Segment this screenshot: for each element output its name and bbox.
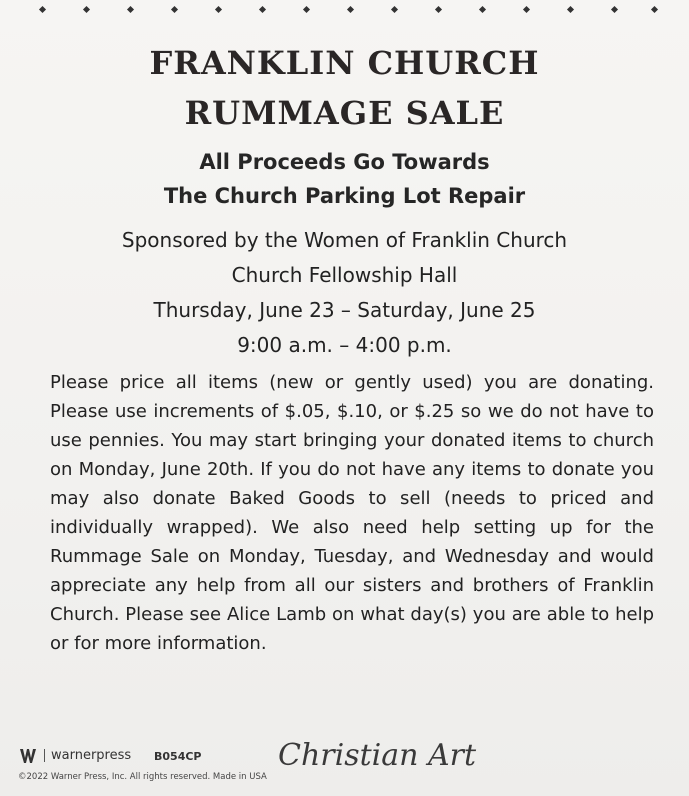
christian-art-logo: Christian Art [278, 738, 477, 773]
product-code: B054CP [154, 750, 202, 763]
diamond-dot-icon [127, 6, 134, 13]
diamond-dot-icon [259, 6, 266, 13]
subtitle-line1: All Proceeds Go Towards [199, 150, 490, 174]
sponsor-line: Sponsored by the Women of Franklin Church [121, 228, 568, 252]
copyright-notice: ©2022 Warner Press, Inc. All rights reserved. Made in USA [18, 772, 267, 782]
brand-separator [44, 749, 45, 762]
warnerpress-w-logo-icon [20, 749, 36, 763]
diamond-dot-icon [479, 6, 486, 13]
brand-name: warnerpress [51, 748, 132, 763]
instructions-paragraph: Please price all items (new or gently used) you are donating. Please use increments of $.05, $.10, or $.25 so we do not have to use pennies. You may start bringing your donated items to church on Monday, June 20th. If you do not have any items to donate you may also donate Baked Goods to sell (needs to priced and individually wrapped). We also need help setting up for the Rummage Sale on Monday, Tuesday, and Wednesday and would appreciate any help from all our sisters and brothers of Franklin Church. Please see Alice Lamb on what day(s) you are able to help or for more information. [50, 372, 654, 654]
hours-line: 9:00 a.m. – 4:00 p.m. [237, 333, 452, 357]
diamond-dot-icon [567, 6, 574, 13]
diamond-dot-icon [215, 6, 222, 13]
diamond-dot-icon [435, 6, 442, 13]
location-line: Church Fellowship Hall [231, 263, 458, 287]
diamond-dot-icon [171, 6, 178, 13]
diamond-dot-icon [347, 6, 354, 13]
diamond-dot-icon [651, 6, 658, 13]
diamond-dot-icon [303, 6, 310, 13]
diamond-dot-icon [611, 6, 618, 13]
diamond-dot-icon [83, 6, 90, 13]
diamond-dot-icon [39, 6, 46, 13]
diamond-dot-icon [391, 6, 398, 13]
publisher-brand [20, 748, 135, 763]
subtitle-line2: The Church Parking Lot Repair [163, 184, 526, 208]
dates-line: Thursday, June 23 – Saturday, June 25 [153, 298, 536, 322]
diamond-dot-icon [523, 6, 530, 13]
flyer-title-line1: FRANKLIN CHURCH [149, 44, 540, 82]
flyer-title-line2: RUMMAGE SALE [184, 94, 505, 132]
decorative-dot-border [40, 4, 660, 16]
